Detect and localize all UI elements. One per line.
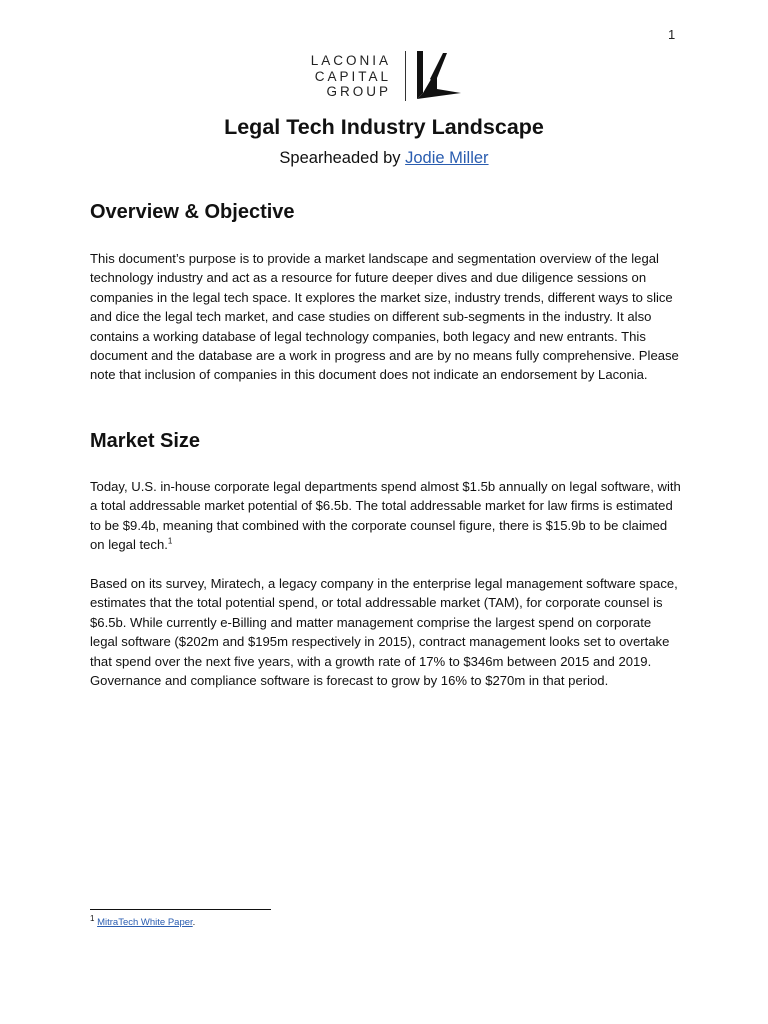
company-logo (297, 49, 471, 105)
logo-wordmark (311, 53, 391, 100)
market-size-paragraph-2: Based on its survey, Miratech, a legacy company in the enterprise legal management software space, estimates that the total potential spend, or total addressable market (TAM), for corporate counsel is $6.5b. While currently e-Billing and matter management comprise the largest spend on corporate legal software ($202m and $195m respectively in 2015), contract management looks set to overtake that spend over the next five years, with a growth rate of 17% to $346m between 2015 and 2019. Governance and compliance software is forecast to grow by 16% to $270m in that period. (90, 576, 678, 689)
author-link[interactable]: Jodie Miller (405, 149, 489, 167)
footnote-reference: 1 (167, 536, 173, 546)
market-size-paragraph-1-text: Today, U.S. in-house corporate legal departments spend almost $1.5b annually on legal software, with a total addressable market potential of $6.5b. The total addressable market for law firms is estimated to be $9.4b, meaning that combined with the corporate counsel figure, there is $15.9b to be claimed on legal tech. (90, 479, 681, 553)
byline-prefix: Spearheaded by (279, 149, 406, 167)
overview-paragraph: This document’s purpose is to provide a market landscape and segmentation overview of the legal technology industry and act as a resource for future deeper dives and due diligence sessions on companies in the legal tech space. It explores the market size, industry trends, different ways to slice and dice the legal tech market, and case studies on different sub-segments in the industry. It also contains a working database of legal technology companies, both legacy and new entrants. This document and the database are a work in progress and are by no means fully comprehensive. Please note that inclusion of companies in this document does not indicate an endorsement by Laconia. (90, 251, 679, 383)
page-number: 1 (668, 27, 676, 42)
footnote (90, 913, 196, 928)
footnote-link[interactable]: MitraTech White Paper (97, 917, 193, 928)
laconia-mark-icon (413, 49, 465, 101)
market-size-paragraph-1 (90, 477, 682, 555)
logo-line-3: GROUP (326, 84, 391, 99)
logo-line-1: LACONIA (310, 53, 391, 68)
overview-heading: Overview & Objective (90, 201, 295, 223)
logo-divider (405, 51, 406, 101)
market-size-heading: Market Size (90, 430, 201, 452)
document-title: Legal Tech Industry Landscape (224, 115, 544, 139)
logo-line-2: CAPITAL (314, 68, 391, 84)
footnote-number: 1 (90, 913, 95, 923)
footnote-suffix: . (192, 917, 196, 928)
byline (0, 149, 768, 168)
footnote-separator (90, 909, 271, 910)
